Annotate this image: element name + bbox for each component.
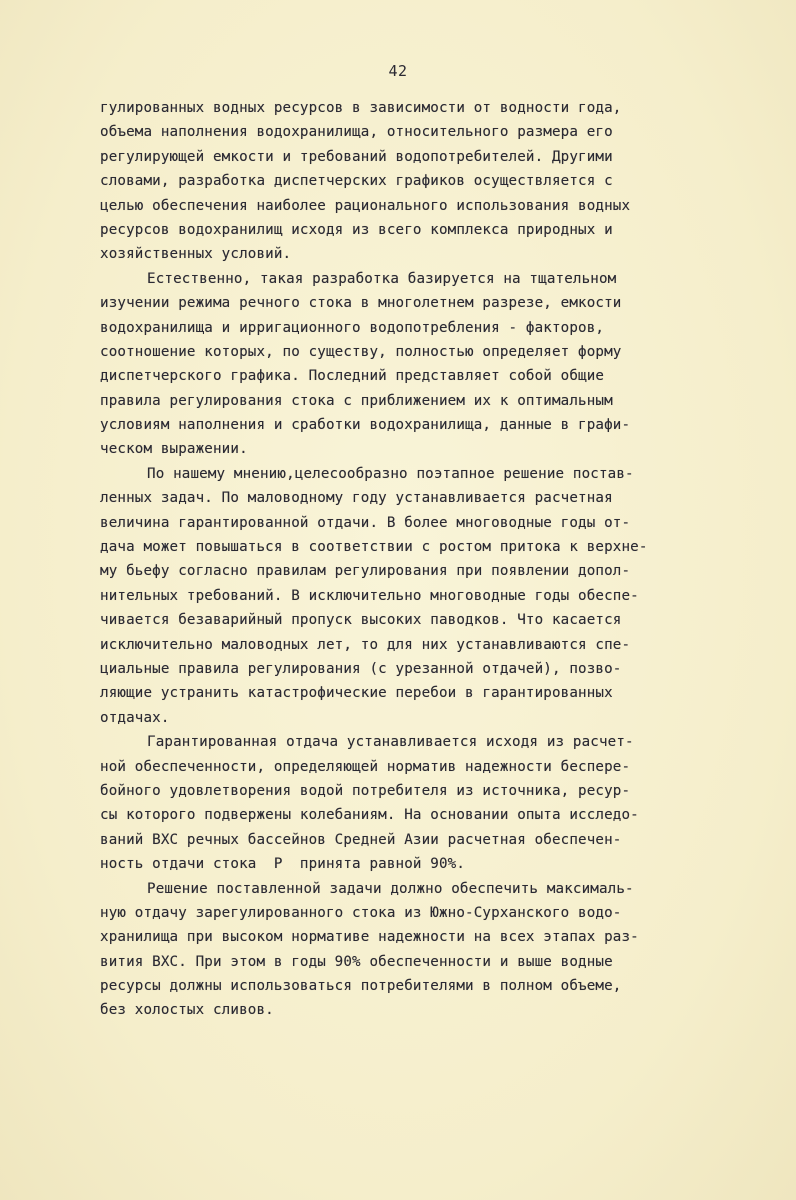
text-line: диспетчерского графика. Последний представляет собой общие <box>100 368 605 385</box>
body-text <box>100 96 730 1023</box>
text-line: изучении режима речного стока в многолетнем разрезе, емкости <box>100 295 622 312</box>
paragraph-start-line: По нашему мнению,целесообразно поэтапное решение постав- <box>147 465 634 482</box>
text-line: ческом выражении. <box>100 441 248 458</box>
text-line: целью обеспечения наиболее рационального использования водных <box>100 197 631 214</box>
text-line: ляющие устранить катастрофические перебои в гарантированных <box>100 685 613 702</box>
text-line: словами, разработка диспетчерских графиков осуществляется с <box>100 173 613 190</box>
text-line: объема наполнения водохранилища, относительного размера его <box>100 124 613 141</box>
text-line: гулированных водных ресурсов в зависимости от водности года, <box>100 100 622 116</box>
text-line: условиям наполнения и сработки водохранилища, данные в графи- <box>100 417 631 434</box>
text-line: правила регулирования стока с приближением их к оптимальным <box>100 392 613 409</box>
text-line: регулирующей емкости и требований водопотребителей. Другими <box>100 148 613 165</box>
text-line: ваний ВХС речных бассейнов Средней Азии расчетная обеспечен- <box>100 831 622 848</box>
text-line: ресурсы должны использоваться потребителями в полном объеме, <box>100 978 622 995</box>
text-line: ной обеспеченности, определяющей норматив надежности беспере- <box>100 758 631 775</box>
text-line: отдачах. <box>100 709 170 726</box>
text-line: чивается безаварийный пропуск высоких паводков. Что касается <box>100 612 622 629</box>
text-line: ресурсов водохранилищ исходя из всего комплекса природных и <box>100 221 613 238</box>
text-line: вития ВХС. При этом в годы 90% обеспеченности и выше водные <box>100 953 613 970</box>
paragraph-start-line: Решение поставленной задачи должно обеспечить максималь- <box>147 880 634 897</box>
text-line: ленных задач. По маловодному году устанавливается расчетная <box>100 490 613 507</box>
text-line: хранилища при высоком нормативе надежности на всех этапах раз- <box>100 929 639 946</box>
paragraph-start-line: Естественно, такая разработка базируется на тщательном <box>147 270 617 287</box>
text-line: циальные правила регулирования (с урезанной отдачей), позво- <box>100 660 622 677</box>
paragraph-start-line: Гарантированная отдача устанавливается исходя из расчет- <box>147 734 634 751</box>
text-line: исключительно маловодных лет, то для них устанавливаются спе- <box>100 636 631 653</box>
text-line: бойного удовлетворения водой потребителя из источника, ресур- <box>100 782 631 799</box>
text-line: водохранилища и ирригационного водопотребления - факторов, <box>100 319 605 336</box>
text-line: соотношение которых, по существу, полностью определяет форму <box>100 343 622 360</box>
text-line: без холостых сливов. <box>100 1002 274 1019</box>
page-number: 42 <box>388 62 408 80</box>
text-line: дача может повышаться в соответствии с ростом притока к верхне- <box>100 539 648 556</box>
text-line: хозяйственных условий. <box>100 246 292 263</box>
text-line: му бьефу согласно правилам регулирования при появлении допол- <box>100 563 631 580</box>
text-line: ную отдачу зарегулированного стока из Южно-Сурханского водо- <box>100 904 622 921</box>
text-line: сы которого подвержены колебаниям. На основании опыта исследо- <box>100 807 639 824</box>
text-line: нительных требований. В исключительно многоводные годы обеспе- <box>100 587 639 604</box>
text-line: ность отдачи стока P принята равной 90%. <box>100 856 466 873</box>
text-line: величина гарантированной отдачи. В более многоводные годы от- <box>100 514 631 531</box>
